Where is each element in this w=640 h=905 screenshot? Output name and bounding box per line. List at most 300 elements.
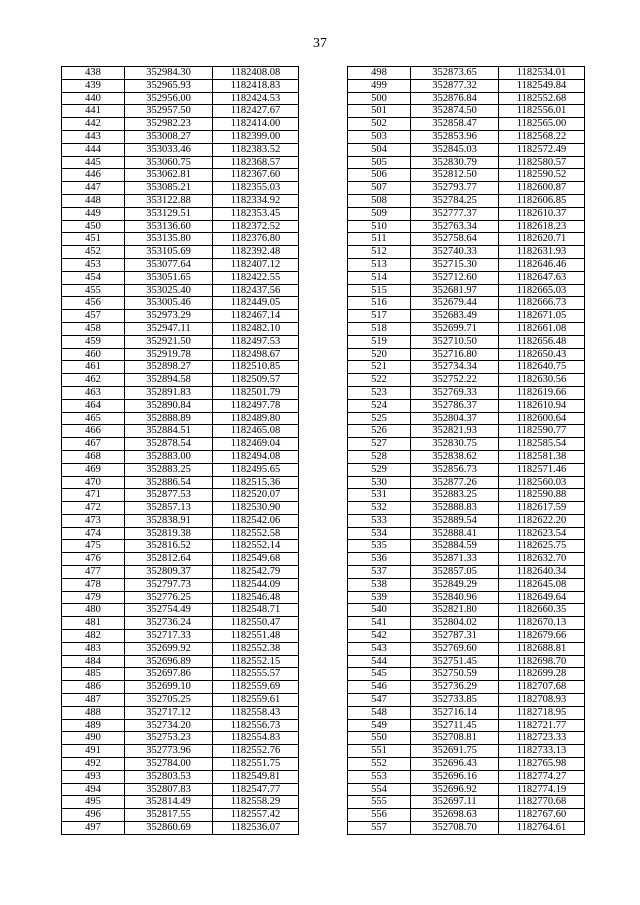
point-number-cell: 475: [62, 540, 125, 553]
y-coordinate-cell: 1182549.84: [499, 79, 585, 92]
x-coordinate-cell: 352957.50: [125, 105, 213, 118]
point-number-cell: 471: [62, 489, 125, 502]
table-row: [348, 502, 585, 515]
point-number-cell: 529: [348, 463, 411, 476]
point-number-cell: 493: [62, 770, 125, 783]
point-number-cell: 513: [348, 258, 411, 271]
y-coordinate-cell: 1182630.56: [499, 374, 585, 387]
point-number-cell: 458: [62, 322, 125, 335]
point-number-cell: 445: [62, 156, 125, 169]
x-coordinate-cell: 352921.50: [125, 335, 213, 348]
table-row: [62, 79, 299, 92]
point-number-cell: 469: [62, 463, 125, 476]
table-row: [62, 770, 299, 783]
table-row: [62, 425, 299, 438]
y-coordinate-cell: 1182547.77: [213, 783, 299, 796]
y-coordinate-cell: 1182334.92: [213, 194, 299, 207]
x-coordinate-cell: 352956.00: [125, 92, 213, 105]
table-row: [348, 169, 585, 182]
point-number-cell: 541: [348, 617, 411, 630]
table-row: [348, 284, 585, 297]
point-number-cell: 534: [348, 527, 411, 540]
point-number-cell: 539: [348, 591, 411, 604]
table-row: [62, 143, 299, 156]
table-row: [62, 732, 299, 745]
point-number-cell: 484: [62, 655, 125, 668]
x-coordinate-cell: 352750.59: [411, 668, 499, 681]
y-coordinate-cell: 1182424.53: [213, 92, 299, 105]
y-coordinate-cell: 1182557.42: [213, 809, 299, 822]
table-row: [62, 374, 299, 387]
point-number-cell: 452: [62, 246, 125, 259]
point-number-cell: 538: [348, 578, 411, 591]
point-number-cell: 531: [348, 489, 411, 502]
point-number-cell: 501: [348, 105, 411, 118]
x-coordinate-cell: 352681.97: [411, 284, 499, 297]
y-coordinate-cell: 1182660.35: [499, 604, 585, 617]
x-coordinate-cell: 352697.11: [411, 796, 499, 809]
table-body: [62, 67, 299, 835]
point-number-cell: 474: [62, 527, 125, 540]
page-number: 37: [313, 36, 327, 51]
table-row: [62, 271, 299, 284]
table-row: [348, 143, 585, 156]
y-coordinate-cell: 1182546.48: [213, 591, 299, 604]
x-coordinate-cell: 352812.64: [125, 553, 213, 566]
y-coordinate-cell: 1182542.79: [213, 566, 299, 579]
y-coordinate-cell: 1182414.00: [213, 118, 299, 131]
x-coordinate-cell: 353129.51: [125, 207, 213, 220]
x-coordinate-cell: 352736.24: [125, 617, 213, 630]
x-coordinate-cell: 352982.23: [125, 118, 213, 131]
point-number-cell: 523: [348, 386, 411, 399]
y-coordinate-cell: 1182534.01: [499, 67, 585, 80]
table-row: [348, 796, 585, 809]
y-coordinate-cell: 1182590.77: [499, 425, 585, 438]
table-row: [62, 207, 299, 220]
x-coordinate-cell: 352773.96: [125, 745, 213, 758]
point-number-cell: 514: [348, 271, 411, 284]
table-row: [348, 489, 585, 502]
x-coordinate-cell: 352888.83: [411, 502, 499, 515]
table-row: [62, 617, 299, 630]
point-number-cell: 516: [348, 297, 411, 310]
y-coordinate-cell: 1182565.00: [499, 118, 585, 131]
x-coordinate-cell: 352699.71: [411, 322, 499, 335]
y-coordinate-cell: 1182600.64: [499, 412, 585, 425]
table-row: [62, 92, 299, 105]
table-row: [62, 655, 299, 668]
table-row: [62, 105, 299, 118]
x-coordinate-cell: 352947.11: [125, 322, 213, 335]
y-coordinate-cell: 1182552.68: [499, 92, 585, 105]
y-coordinate-cell: 1182368.57: [213, 156, 299, 169]
x-coordinate-cell: 352753.23: [125, 732, 213, 745]
point-number-cell: 449: [62, 207, 125, 220]
y-coordinate-cell: 1182549.68: [213, 553, 299, 566]
x-coordinate-cell: 352888.89: [125, 412, 213, 425]
x-coordinate-cell: 352784.00: [125, 758, 213, 771]
point-number-cell: 439: [62, 79, 125, 92]
table-row: [62, 681, 299, 694]
point-number-cell: 554: [348, 783, 411, 796]
y-coordinate-cell: 1182585.54: [499, 438, 585, 451]
x-coordinate-cell: 352691.75: [411, 745, 499, 758]
table-row: [62, 822, 299, 835]
x-coordinate-cell: 353005.46: [125, 297, 213, 310]
y-coordinate-cell: 1182618.23: [499, 220, 585, 233]
table-row: [62, 130, 299, 143]
x-coordinate-cell: 352984.30: [125, 67, 213, 80]
table-row: [62, 796, 299, 809]
table-row: [62, 348, 299, 361]
x-coordinate-cell: 352784.25: [411, 194, 499, 207]
table-row: [348, 591, 585, 604]
point-number-cell: 548: [348, 706, 411, 719]
y-coordinate-cell: 1182610.94: [499, 399, 585, 412]
y-coordinate-cell: 1182572.49: [499, 143, 585, 156]
point-number-cell: 532: [348, 502, 411, 515]
x-coordinate-cell: 352883.25: [411, 489, 499, 502]
table-row: [348, 681, 585, 694]
x-coordinate-cell: 353051.65: [125, 271, 213, 284]
y-coordinate-cell: 1182679.66: [499, 630, 585, 643]
point-number-cell: 520: [348, 348, 411, 361]
x-coordinate-cell: 352698.63: [411, 809, 499, 822]
point-number-cell: 473: [62, 514, 125, 527]
table-row: [348, 92, 585, 105]
point-number-cell: 483: [62, 642, 125, 655]
point-number-cell: 464: [62, 399, 125, 412]
x-coordinate-cell: 353062.81: [125, 169, 213, 182]
x-coordinate-cell: 352858.47: [411, 118, 499, 131]
x-coordinate-cell: 352809.37: [125, 566, 213, 579]
x-coordinate-cell: 352819.38: [125, 527, 213, 540]
point-number-cell: 507: [348, 182, 411, 195]
y-coordinate-cell: 1182568.22: [499, 130, 585, 143]
point-number-cell: 489: [62, 719, 125, 732]
y-coordinate-cell: 1182708.93: [499, 694, 585, 707]
point-number-cell: 543: [348, 642, 411, 655]
x-coordinate-cell: 352838.62: [411, 450, 499, 463]
point-number-cell: 459: [62, 335, 125, 348]
x-coordinate-cell: 352871.33: [411, 553, 499, 566]
y-coordinate-cell: 1182625.75: [499, 540, 585, 553]
y-coordinate-cell: 1182606.85: [499, 194, 585, 207]
point-number-cell: 540: [348, 604, 411, 617]
y-coordinate-cell: 1182733.13: [499, 745, 585, 758]
table-row: [348, 668, 585, 681]
x-coordinate-cell: 353122.88: [125, 194, 213, 207]
point-number-cell: 545: [348, 668, 411, 681]
point-number-cell: 451: [62, 233, 125, 246]
table-row: [348, 79, 585, 92]
y-coordinate-cell: 1182556.73: [213, 719, 299, 732]
x-coordinate-cell: 352740.33: [411, 246, 499, 259]
point-number-cell: 547: [348, 694, 411, 707]
table-row: [62, 489, 299, 502]
table-row: [62, 310, 299, 323]
table-row: [348, 514, 585, 527]
point-number-cell: 480: [62, 604, 125, 617]
x-coordinate-cell: 352752.22: [411, 374, 499, 387]
table-row: [62, 67, 299, 80]
x-coordinate-cell: 352840.96: [411, 591, 499, 604]
point-number-cell: 444: [62, 143, 125, 156]
x-coordinate-cell: 352973.29: [125, 310, 213, 323]
point-number-cell: 524: [348, 399, 411, 412]
table-row: [348, 348, 585, 361]
y-coordinate-cell: 1182590.88: [499, 489, 585, 502]
point-number-cell: 440: [62, 92, 125, 105]
table-row: [62, 668, 299, 681]
y-coordinate-cell: 1182469.04: [213, 438, 299, 451]
point-number-cell: 537: [348, 566, 411, 579]
x-coordinate-cell: 352856.73: [411, 463, 499, 476]
point-number-cell: 504: [348, 143, 411, 156]
point-number-cell: 441: [62, 105, 125, 118]
y-coordinate-cell: 1182383.52: [213, 143, 299, 156]
table-row: [348, 706, 585, 719]
table-row: [348, 745, 585, 758]
x-coordinate-cell: 352734.34: [411, 361, 499, 374]
table-row: [62, 463, 299, 476]
table-row: [62, 809, 299, 822]
table-row: [62, 783, 299, 796]
y-coordinate-cell: 1182558.29: [213, 796, 299, 809]
table-row: [62, 745, 299, 758]
y-coordinate-cell: 1182372.52: [213, 220, 299, 233]
point-number-cell: 509: [348, 207, 411, 220]
y-coordinate-cell: 1182559.61: [213, 694, 299, 707]
point-number-cell: 481: [62, 617, 125, 630]
y-coordinate-cell: 1182482.10: [213, 322, 299, 335]
y-coordinate-cell: 1182376.80: [213, 233, 299, 246]
point-number-cell: 533: [348, 514, 411, 527]
point-number-cell: 542: [348, 630, 411, 643]
table-body: [348, 67, 585, 835]
y-coordinate-cell: 1182600.87: [499, 182, 585, 195]
table-row: [348, 322, 585, 335]
x-coordinate-cell: 352696.92: [411, 783, 499, 796]
point-number-cell: 536: [348, 553, 411, 566]
point-number-cell: 526: [348, 425, 411, 438]
table-row: [62, 578, 299, 591]
y-coordinate-cell: 1182422.55: [213, 271, 299, 284]
point-number-cell: 535: [348, 540, 411, 553]
y-coordinate-cell: 1182560.03: [499, 476, 585, 489]
y-coordinate-cell: 1182661.08: [499, 322, 585, 335]
table-row: [348, 130, 585, 143]
y-coordinate-cell: 1182620.71: [499, 233, 585, 246]
x-coordinate-cell: 353136.60: [125, 220, 213, 233]
y-coordinate-cell: 1182552.14: [213, 540, 299, 553]
y-coordinate-cell: 1182407.12: [213, 258, 299, 271]
x-coordinate-cell: 353008.27: [125, 130, 213, 143]
table-row: [62, 591, 299, 604]
table-row: [62, 412, 299, 425]
x-coordinate-cell: 352769.60: [411, 642, 499, 655]
point-number-cell: 443: [62, 130, 125, 143]
table-row: [348, 604, 585, 617]
x-coordinate-cell: 352787.31: [411, 630, 499, 643]
x-coordinate-cell: 352845.03: [411, 143, 499, 156]
x-coordinate-cell: 352821.93: [411, 425, 499, 438]
table-row: [348, 566, 585, 579]
table-row: [348, 374, 585, 387]
point-number-cell: 477: [62, 566, 125, 579]
table-row: [348, 438, 585, 451]
table-row: [62, 258, 299, 271]
x-coordinate-cell: 353135.80: [125, 233, 213, 246]
point-number-cell: 465: [62, 412, 125, 425]
x-coordinate-cell: 352751.45: [411, 655, 499, 668]
y-coordinate-cell: 1182765.98: [499, 758, 585, 771]
table-row: [62, 630, 299, 643]
y-coordinate-cell: 1182353.45: [213, 207, 299, 220]
y-coordinate-cell: 1182770.68: [499, 796, 585, 809]
table-row: [62, 694, 299, 707]
point-number-cell: 485: [62, 668, 125, 681]
point-number-cell: 557: [348, 822, 411, 835]
y-coordinate-cell: 1182418.83: [213, 79, 299, 92]
point-number-cell: 515: [348, 284, 411, 297]
x-coordinate-cell: 352816.52: [125, 540, 213, 553]
point-number-cell: 549: [348, 719, 411, 732]
x-coordinate-cell: 352754.49: [125, 604, 213, 617]
x-coordinate-cell: 352886.54: [125, 476, 213, 489]
point-number-cell: 521: [348, 361, 411, 374]
y-coordinate-cell: 1182767.60: [499, 809, 585, 822]
point-number-cell: 495: [62, 796, 125, 809]
x-coordinate-cell: 352736.29: [411, 681, 499, 694]
point-number-cell: 447: [62, 182, 125, 195]
x-coordinate-cell: 352708.70: [411, 822, 499, 835]
y-coordinate-cell: 1182617.59: [499, 502, 585, 515]
x-coordinate-cell: 352857.13: [125, 502, 213, 515]
table-row: [62, 758, 299, 771]
table-row: [348, 476, 585, 489]
table-row: [348, 335, 585, 348]
table-row: [348, 694, 585, 707]
table-row: [348, 719, 585, 732]
x-coordinate-cell: 353025.40: [125, 284, 213, 297]
table-row: [348, 118, 585, 131]
x-coordinate-cell: 352716.80: [411, 348, 499, 361]
table-row: [348, 770, 585, 783]
x-coordinate-cell: 353033.46: [125, 143, 213, 156]
point-number-cell: 552: [348, 758, 411, 771]
y-coordinate-cell: 1182544.09: [213, 578, 299, 591]
x-coordinate-cell: 352877.32: [411, 79, 499, 92]
point-number-cell: 462: [62, 374, 125, 387]
table-row: [348, 553, 585, 566]
x-coordinate-cell: 352797.73: [125, 578, 213, 591]
point-number-cell: 518: [348, 322, 411, 335]
y-coordinate-cell: 1182619.66: [499, 386, 585, 399]
table-row: [62, 450, 299, 463]
table-row: [348, 630, 585, 643]
table-row: [348, 642, 585, 655]
x-coordinate-cell: 352696.43: [411, 758, 499, 771]
x-coordinate-cell: 352883.00: [125, 450, 213, 463]
table-row: [62, 719, 299, 732]
y-coordinate-cell: 1182581.38: [499, 450, 585, 463]
y-coordinate-cell: 1182549.81: [213, 770, 299, 783]
y-coordinate-cell: 1182555.57: [213, 668, 299, 681]
x-coordinate-cell: 352699.92: [125, 642, 213, 655]
point-number-cell: 442: [62, 118, 125, 131]
y-coordinate-cell: 1182392.48: [213, 246, 299, 259]
table-row: [348, 310, 585, 323]
x-coordinate-cell: 352758.64: [411, 233, 499, 246]
table-row: [62, 642, 299, 655]
x-coordinate-cell: 352696.89: [125, 655, 213, 668]
table-row: [348, 246, 585, 259]
table-row: [348, 399, 585, 412]
table-row: [348, 271, 585, 284]
point-number-cell: 530: [348, 476, 411, 489]
y-coordinate-cell: 1182666.73: [499, 297, 585, 310]
point-number-cell: 512: [348, 246, 411, 259]
x-coordinate-cell: 352776.25: [125, 591, 213, 604]
x-coordinate-cell: 352830.75: [411, 438, 499, 451]
y-coordinate-cell: 1182548.71: [213, 604, 299, 617]
y-coordinate-cell: 1182774.19: [499, 783, 585, 796]
y-coordinate-cell: 1182427.67: [213, 105, 299, 118]
table-row: [348, 655, 585, 668]
y-coordinate-cell: 1182698.70: [499, 655, 585, 668]
table-row: [62, 566, 299, 579]
table-row: [348, 412, 585, 425]
y-coordinate-cell: 1182665.03: [499, 284, 585, 297]
y-coordinate-cell: 1182551.48: [213, 630, 299, 643]
point-number-cell: 519: [348, 335, 411, 348]
table-row: [62, 604, 299, 617]
y-coordinate-cell: 1182558.43: [213, 706, 299, 719]
y-coordinate-cell: 1182399.00: [213, 130, 299, 143]
table-row: [348, 361, 585, 374]
y-coordinate-cell: 1182495.65: [213, 463, 299, 476]
x-coordinate-cell: 352697.86: [125, 668, 213, 681]
y-coordinate-cell: 1182640.75: [499, 361, 585, 374]
x-coordinate-cell: 352817.55: [125, 809, 213, 822]
x-coordinate-cell: 352733.85: [411, 694, 499, 707]
x-coordinate-cell: 353105.69: [125, 246, 213, 259]
table-row: [348, 67, 585, 80]
y-coordinate-cell: 1182656.48: [499, 335, 585, 348]
y-coordinate-cell: 1182640.34: [499, 566, 585, 579]
y-coordinate-cell: 1182774.27: [499, 770, 585, 783]
y-coordinate-cell: 1182542.06: [213, 514, 299, 527]
point-number-cell: 454: [62, 271, 125, 284]
y-coordinate-cell: 1182670.13: [499, 617, 585, 630]
point-number-cell: 492: [62, 758, 125, 771]
coordinate-table-left: [61, 66, 299, 835]
point-number-cell: 555: [348, 796, 411, 809]
point-number-cell: 527: [348, 438, 411, 451]
point-number-cell: 491: [62, 745, 125, 758]
y-coordinate-cell: 1182408.08: [213, 67, 299, 80]
y-coordinate-cell: 1182367.60: [213, 169, 299, 182]
y-coordinate-cell: 1182764.61: [499, 822, 585, 835]
x-coordinate-cell: 352919.78: [125, 348, 213, 361]
table-row: [62, 182, 299, 195]
point-number-cell: 482: [62, 630, 125, 643]
y-coordinate-cell: 1182355.03: [213, 182, 299, 195]
table-row: [62, 438, 299, 451]
x-coordinate-cell: 352683.49: [411, 310, 499, 323]
